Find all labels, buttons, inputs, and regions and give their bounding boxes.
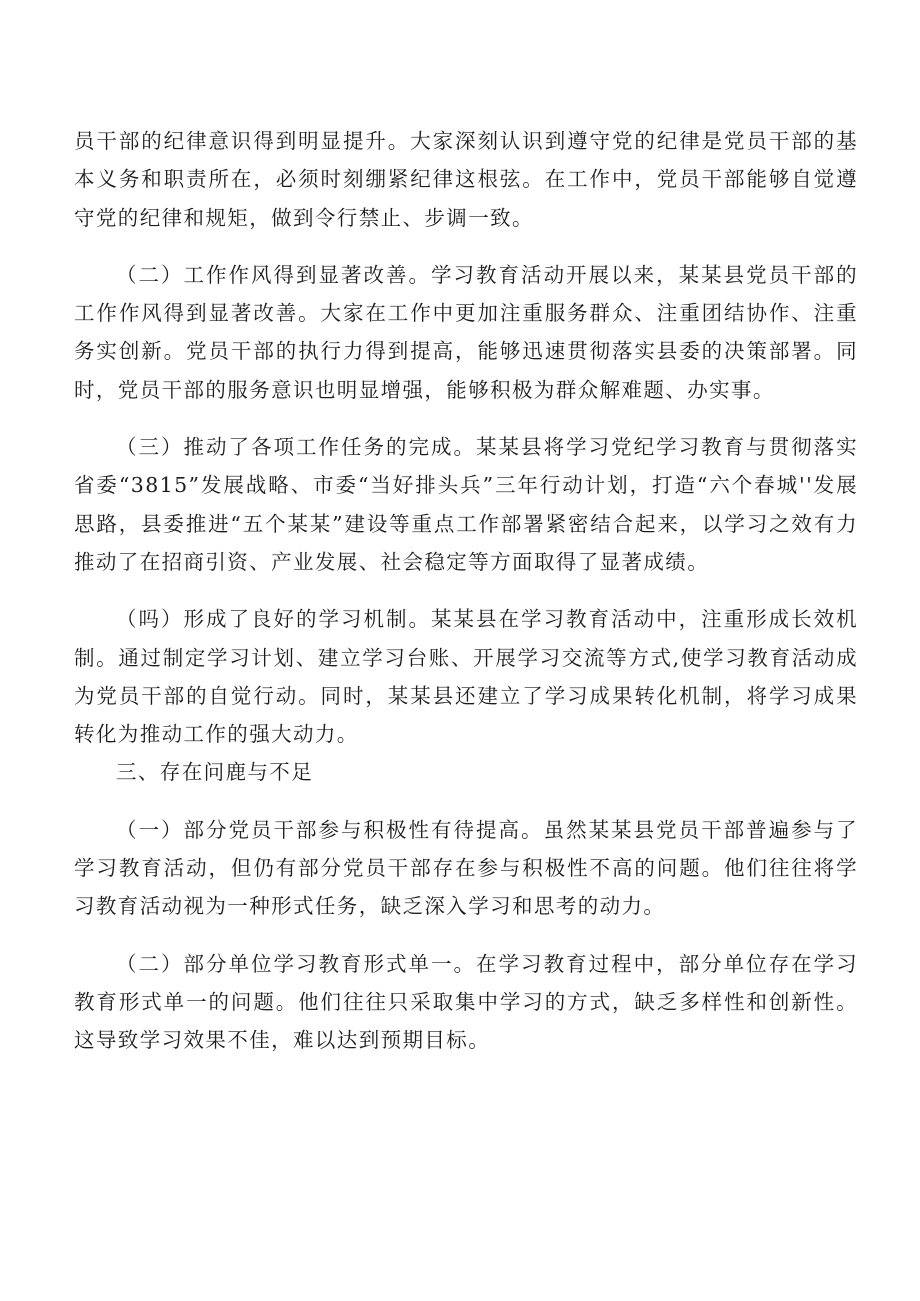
section-heading: 三、存在问鹿与不足 <box>116 760 314 785</box>
paragraph-task-completion: （三）推动了各项工作任务的完成。某某县将学习党纪学习教育与贯彻落实省委“3815”发展战略、市委“当好排头兵”三年行动计划，打造“六个春城''发展思路，县委推进“五个某某”建设等重点工作部署紧密结合起来，以学习之效有力推动了在招商引资、产业发展、社会稳定等方面取得了显著成绩。 <box>74 435 858 574</box>
paragraph-form-single: （二）部分单位学习教育形式单一。在学习教育过程中，部分单位存在学习教育形式单一的问题。他们往往只采取集中学习的方式，缺乏多样性和创新性。这导致学习效果不佳，难以达到预期目标。 <box>74 951 858 1053</box>
paragraph-participation: （一）部分党员干部参与积极性有待提高。虽然某某县党员干部普遍参与了学习教育活动，但仍有部分党员干部存在参与积极性不高的问题。他们往往将学习教育活动视为一种形式任务，缺乏深入学习和思考的动力。 <box>74 817 858 919</box>
document-body <box>74 122 858 1060</box>
paragraph-learning-mechanism: （吗）形成了良好的学习机制。某某县在学习教育活动中，注重形成长效机制。通过制定学习计划、建立学习台账、开展学习交流等方式,使学习教育活动成为党员干部的自觉行动。同时，某某县还建立了学习成果转化机制，将学习成果转化为推动工作的强大动力。 <box>74 607 858 747</box>
paragraph-work-style: （二）工作作风得到显著改善。学习教育活动开展以来，某某县党员干部的工作作风得到显著改善。大家在工作中更加注重服务群众、注重团结协作、注重务实创新。党员干部的执行力得到提高，能够迅速贯彻落实县委的决策部署。同时，党员干部的服务意识也明显增强，能够积极为群众解难题、办实事。 <box>74 262 858 402</box>
paragraph-continued: 员干部的纪律意识得到明显提升。大家深刻认识到遵守党的纪律是党员干部的基本义务和职责所在，必须时刻绷紧纪律这根弦。在工作中，党员干部能够自觉遵守党的纪律和规矩，做到令行禁止、步调一致。 <box>74 129 858 230</box>
